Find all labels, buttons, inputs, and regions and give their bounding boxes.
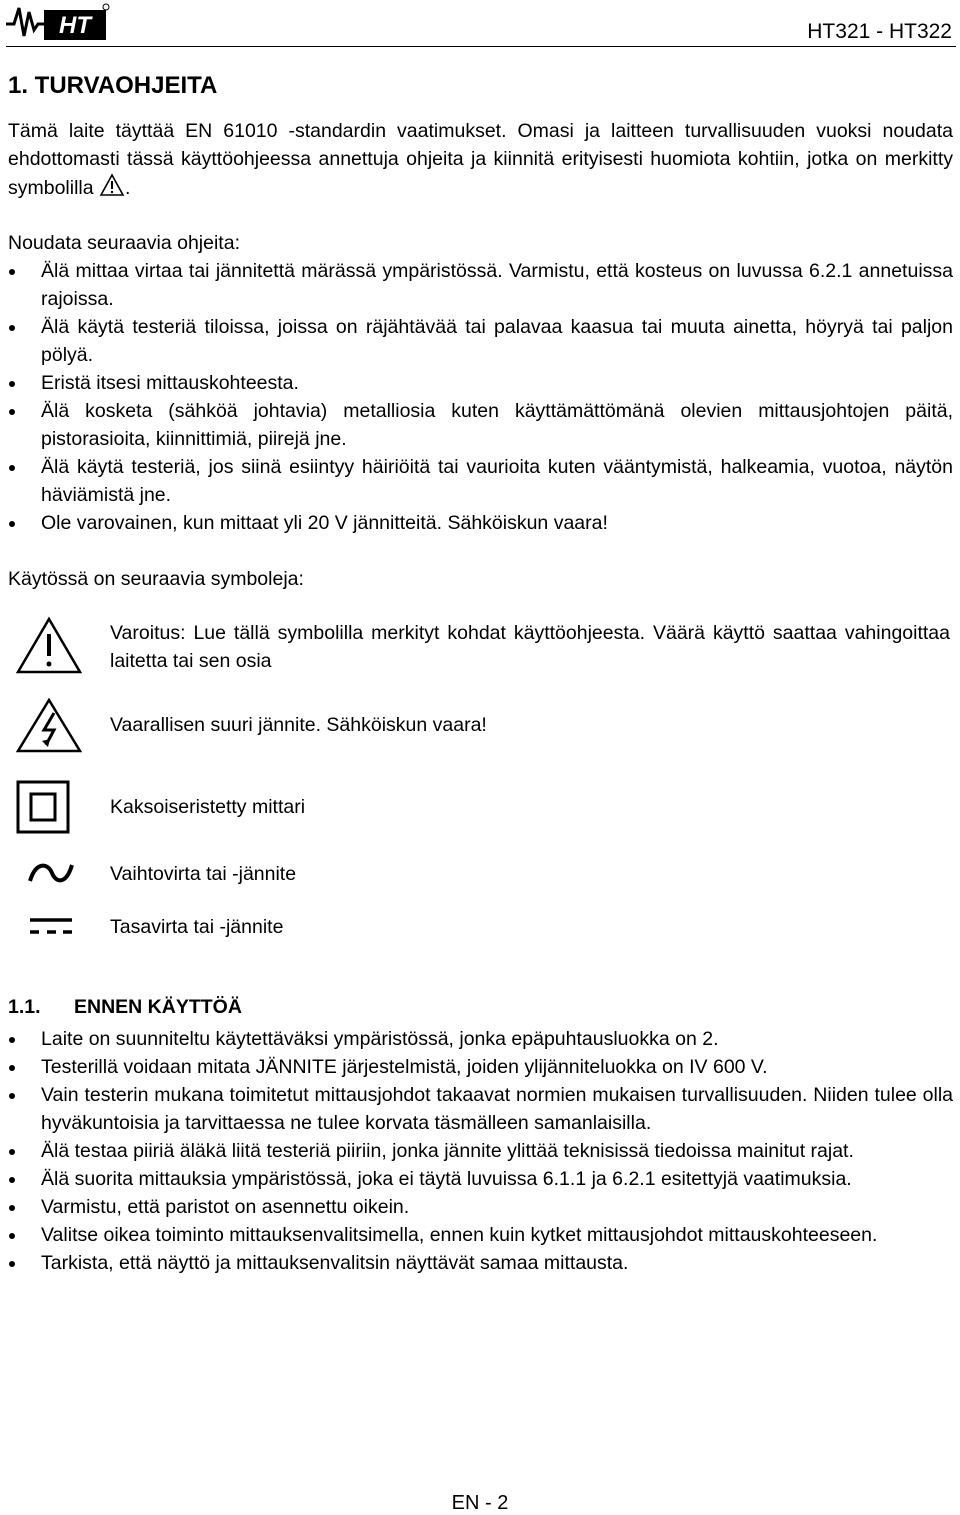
intro-text: Tämä laite täyttää EN 61010 -standardin vaatimukset. Omasi ja laitteen turvallisuuden vuoksi noudata ehdottomasti tässä käyttöohjeessa annettuja ohjeita ja kiinnitä erityisesti huomiota kohtiin, jotka on merkitty symbolilla: [8, 120, 953, 199]
safety-rules: [8, 257, 953, 537]
list-item: Tarkista, että näyttö ja mittauksenvalitsin näyttävät samaa mittausta.: [8, 1249, 953, 1277]
symbol-description: Tasavirta tai -jännite: [110, 916, 284, 938]
list-item: Vain testerin mukana toimitetut mittausjohdot takaavat normien mukaisen turvallisuuden. Niiden tulee olla hyväkuntoisia ja tarvittaessa ne tulee korvata täsmälleen samanlaisilla.: [8, 1081, 953, 1137]
dc-symbol-icon: [26, 910, 76, 944]
subsection-title: [8, 996, 242, 1019]
header-divider: [6, 46, 956, 47]
list-item: Valitse oikea toiminto mittauksenvalitsimella, ennen kuin kytket mittausjohdot mittauskohteeseen.: [8, 1221, 953, 1249]
symbol-description: Vaihtovirta tai -jännite: [110, 863, 297, 885]
ac-wave-icon: [26, 857, 76, 891]
page-number: EN - 2: [451, 1492, 509, 1514]
list-item: Älä käytä testeriä, jos siinä esiintyy häiriöitä tai vaurioita kuten vääntymistä, halkeamia, vuotoa, näytön häviämistä jne.: [8, 453, 953, 509]
list-item: Älä mittaa virtaa tai jännitettä märässä ympäristössä. Varmistu, että kosteus on luvussa 6.2.1 annetuissa rajoissa.: [8, 257, 953, 313]
warning-triangle-icon: [99, 173, 125, 197]
page-header: [6, 2, 956, 48]
intro-paragraph: [8, 117, 953, 202]
symbol-description: Kaksoiseristetty mittari: [110, 796, 306, 818]
double-insulation-icon: [14, 779, 72, 835]
ht-logo-graphic: [6, 2, 110, 44]
symbol-description: Varoitus: Lue tällä symbolilla merkityt kohdat käyttöohjeesta. Väärä käyttö saattaa vahingoittaa laitetta tai sen osia: [110, 622, 950, 672]
list-item: Eristä itsesi mittauskohteesta.: [8, 369, 953, 397]
subsection-heading: ENNEN KÄYTTÖÄ: [74, 996, 242, 1018]
list-item: Laite on suunniteltu käytettäväksi ympäristössä, jonka epäpuhtausluokka on 2.: [8, 1025, 953, 1053]
list-item: Varmistu, että paristot on asennettu oikein.: [8, 1193, 953, 1221]
section-title: 1. TURVAOHJEITA: [8, 72, 218, 99]
list-item: Älä kosketa (sähköä johtavia) metalliosia kuten käyttämättömänä olevien mittausjohtojen päitä, pistorasioita, kiinnittimiä, piirejä jne.: [8, 397, 953, 453]
model-number: HT321 - HT322: [807, 20, 952, 43]
intro-end: .: [125, 177, 131, 199]
high-voltage-icon: [14, 697, 84, 755]
warning-triangle-icon: [14, 616, 84, 676]
list-item: Älä testaa piiriä äläkä liitä testeriä piiriin, jonka jännite ylittää teknisissä tiedoissa mainitut rajat.: [8, 1137, 953, 1165]
list-item: Älä käytä testeriä tiloissa, joissa on räjähtävää tai palavaa kaasua tai muuta ainetta, höyryä tai paljon pölyä.: [8, 313, 953, 369]
symbol-description: Vaarallisen suuri jännite. Sähköiskun vaara!: [110, 714, 487, 736]
symbols-label: Käytössä on seuraavia symboleja:: [8, 568, 304, 590]
before-use-list: [8, 1025, 953, 1277]
list-item: Älä suorita mittauksia ympäristössä, joka ei täytä luvuissa 6.1.1 ja 6.2.1 esitettyjä vaatimuksia.: [8, 1165, 953, 1193]
svg-text:HT: HT: [59, 12, 91, 39]
list-item: Testerillä voidaan mitata JÄNNITE järjestelmistä, joiden ylijänniteluokka on IV 600 V.: [8, 1053, 953, 1081]
list-item: Ole varovainen, kun mittaat yli 20 V jännitteitä. Sähköiskun vaara!: [8, 509, 953, 537]
subsection-number: 1.1.: [8, 996, 41, 1018]
instructions-label: Noudata seuraavia ohjeita:: [8, 232, 240, 254]
ht-logo: [6, 2, 110, 44]
